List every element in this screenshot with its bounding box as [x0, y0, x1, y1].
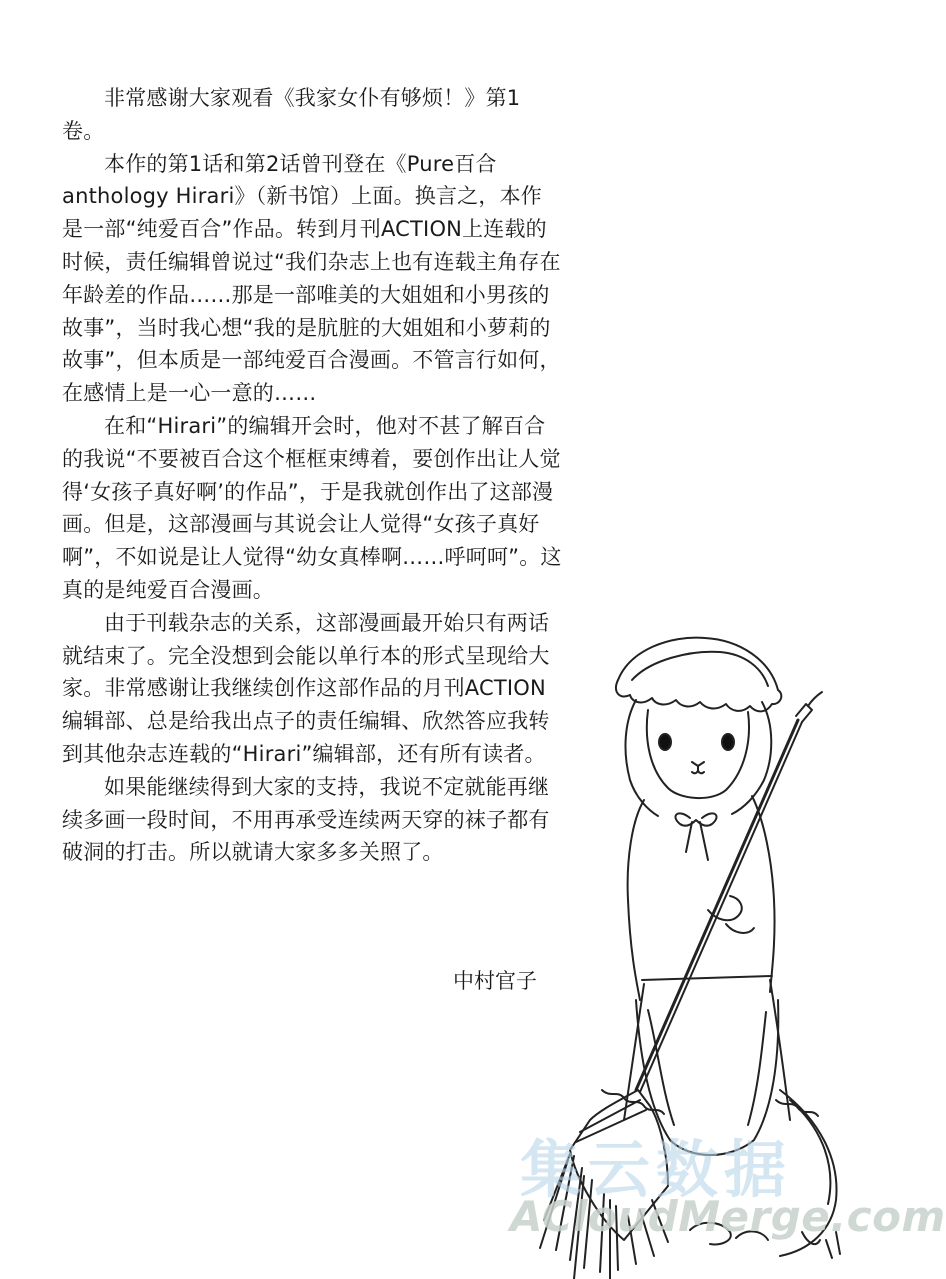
- afterword-text: [62, 82, 562, 869]
- watermark-url: ACloudMerge.com: [510, 1192, 946, 1241]
- watermark-chinese: 集云数据: [520, 1133, 793, 1206]
- afterword-paragraph-5: 如果能继续得到大家的支持，我说不定就能再继续多画一段时间，不用再承受连续两天穿的袜子都有破洞的打击。所以就请大家多多关照了。: [62, 774, 550, 865]
- afterword-paragraph-2: 本作的第1话和第2话曾刊登在《Pure百合anthology Hirari》（新书馆）上面。换言之，本作是一部“纯爱百合”作品。转到月刊ACTION上连载的时候，责任编辑曾说过“我们杂志上也有连载主角存在年龄差的作品……那是一部唯美的大姐姐和小男孩的故事”，当时我心想“我的是肮脏的大姐姐和小萝莉的故事”，但本质是一部纯爱百合漫画。不管言行如何，在感情上是一心一意的……: [62, 151, 561, 406]
- ferret-body: [628, 800, 644, 1000]
- maid-headdress-icon: [616, 638, 781, 712]
- ribbon-bow-icon: [675, 813, 716, 825]
- afterword-paragraph-4: 由于刊载杂志的关系，这部漫画最开始只有两话就结束了。完全没想到会能以单行本的形式呈现给大家。非常感谢让我继续创作这部作品的月刊ACTION编辑部、总是给我出点子的责任编辑、欣然答应我转到其他杂志连载的“Hirari”编辑部，还有所有读者。: [62, 610, 550, 766]
- ferret-head: [647, 710, 749, 798]
- afterword-paragraph-3: 在和“Hirari”的编辑开会时，他对不甚了解百合的我说“不要被百合这个框框束缚着，要创作出让人觉得‘女孩子真好啊’的作品”，于是我就创作出了这部漫画。但是，这部漫画与其说会让人觉得“女孩子真好啊”，不如说是让人觉得“幼女真棒啊……呼呵呵”。这真的是纯爱百合漫画。: [62, 413, 562, 602]
- author-signature: 中村官子: [453, 969, 537, 993]
- afterword-paragraph-1: 非常感谢大家观看《我家女仆有够烦！》第1卷。: [62, 86, 521, 143]
